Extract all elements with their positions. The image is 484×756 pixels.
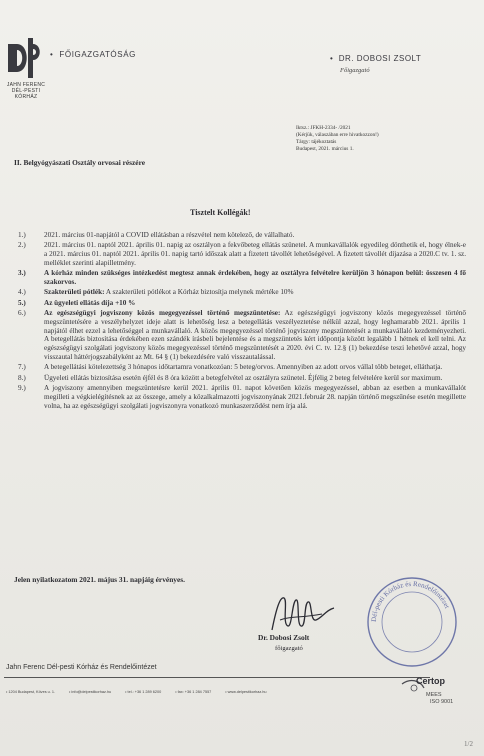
certification-line: MEES [426, 692, 442, 698]
list-item-text: A jogviszony amennyiben megszüntetésre kerül 2021. április 01. napot követően közös megegyezéssel, abban az esetben a munkavállalót megilleti a végkielégítésnek az az összege, amely a közalkalmazotti jogviszonyának 2021.február 28. napján történő megszűnése esetén megillette volna, ha az egészségügyi szolgálati jogviszonyra vonatkozó munkaszerződést nem írja alá. [44, 383, 466, 410]
list-item-number: 6.) [18, 308, 26, 317]
reference-line: (Kérjük, válaszában erre hivatkozzon!) [296, 132, 379, 139]
footer-organization: Jahn Ferenc Dél-pesti Kórház és Rendelőintézet [6, 664, 157, 671]
list-item-number: 7.) [18, 363, 26, 372]
salutation: Tisztelt Kollégák! [190, 208, 251, 217]
list-item-number: 8.) [18, 373, 26, 382]
footer-address: • 1204 Budapest, Köves u. 1. [6, 690, 56, 694]
header-director-name: DR. DOBOSI ZSOLT [338, 54, 422, 63]
logo-caption: JAHN FERENC DÉL-PESTI KÓRHÁZ [6, 82, 46, 100]
list-item-text [44, 309, 466, 362]
list-item-number: 5.) [18, 298, 26, 307]
bullet-dot-icon: • [330, 54, 339, 63]
addressee: II. Belgyógyászati Osztály orvosai részére [14, 158, 146, 167]
certification-name: Certop [416, 676, 445, 686]
numbered-list [18, 231, 466, 412]
list-item-lead: Szakterületi pótlék: [44, 288, 105, 297]
handwritten-signature-icon [262, 590, 342, 634]
list-item-number: 4.) [18, 288, 26, 297]
footer-divider [4, 677, 430, 678]
list-item-number: 3.) [18, 269, 26, 278]
list-item-lead: Az egészségügyi jogviszony közös megegyezéssel történő megszüntetése: [44, 308, 281, 317]
list-item-text: 2021. március 01. naptól 2021. április 01. napig az osztályon a fekvőbeteg ellátás szünetel. A munkavállalók egyedileg dönthetik el, hogy élnek-e a 2021. március 01. naptól 2021. április 01. napig tartó időszak alatt a fizetett távollét lehetőségével. A fizetett távollét díjazása a 2020.C tv. 1. sz. melléklet szerinti alapilletmény. [44, 241, 466, 268]
stamp-text: Dél-pesti Kórház és Rendelőintézet [369, 579, 452, 623]
certification-standard: ISO 9001 [430, 699, 454, 705]
list-item [18, 374, 466, 383]
list-item-body: A szakterületi pótlékot a Kórház biztosítja melynek mértéke 10% [104, 288, 294, 297]
reference-block [296, 125, 379, 153]
list-item-text [44, 288, 466, 297]
list-item-text: Ügyeleti ellátás biztosítása esetén éjfél és 8 óra között a betegfelvétel az osztályra szünetel. Éjfélig 2 beteg felvételére kerül sor maximum. [44, 373, 443, 382]
list-item-body: Az egészségügyi jogviszony közös megegyezéssel történő megszüntetésére a veszélyhelyzet ideje alatt is lehetőség lesz a betegellátás veszélyeztetése nélkül azzal, hogy leghamarabb 2021. április 1 napjától élhet ezzel a lehetőséggel a munkavállaló. A közös megegyezéssel történő jogviszony megszüntetését a munkavállaló kezdeményezheti. A betegellátás biztosítása érdekében ezen szándék írásbeli bejelentése és a megszüntetés kért időpontja között legalább 1 hétnek el kell telni. Az egészségügyi szolgálati jogviszony közös megegyezéssel történő megszüntetését a 2020. évi C. tv. 12.§ (1) bekezdése teszi lehetővé azzal, hogy visszautal háttérjogszabályként az Mt. 64 § (1) bekezdésére való visszautalással. [44, 308, 466, 362]
header-director-title: Főigazgató [340, 67, 370, 74]
list-item [18, 363, 466, 372]
signatory-title: főigazgató [275, 645, 303, 652]
list-item [18, 288, 466, 297]
list-item [18, 309, 466, 362]
round-stamp-icon [362, 572, 462, 672]
list-item [18, 269, 466, 287]
list-item [18, 231, 466, 240]
header-department-label: FŐIGAZGATÓSÁG [59, 50, 136, 59]
list-item [18, 299, 466, 308]
list-item-number: 9.) [18, 383, 26, 392]
header-director [330, 54, 421, 63]
header-department [50, 50, 136, 59]
list-item-text: 2021. március 01-napjától a COVID ellátásban a részvétel nem kötelező, de vállalható. [44, 231, 295, 239]
footer-web: • www.delpestikorhaz.hu [225, 690, 267, 694]
footer-contacts [6, 690, 396, 694]
list-item-number: 1.) [18, 231, 26, 239]
footer-fax: • fax: +36 1 284 7557 [175, 690, 212, 694]
bullet-dot-icon: • [50, 50, 54, 59]
list-item-text: A betegellátási kötelezettség 3 hónapos időtartamra vonatkozóan: 5 beteg/orvos. Amennyiben az adott orvos vállal több beteget, elláthatja. [44, 363, 443, 372]
reference-line: Budapest, 2021. március 1. [296, 146, 354, 153]
footer-email: • info@delpestikorhaz.hu [69, 690, 112, 694]
list-item [18, 384, 466, 411]
hospital-logo-icon [6, 36, 44, 82]
svg-text:Dél-pesti Kórház és Rendelőint [370, 580, 451, 622]
page-number: 1/2 [464, 740, 473, 748]
list-item-text: A kórház minden szükséges intézkedést megtesz annak érdekében, hogy az osztályra felvételre kerüljön 3 hónapon belül: összesen 4 fő szakorvos. [44, 269, 466, 287]
list-item [18, 241, 466, 268]
list-item-text: Az ügyeleti ellátás díja +10 % [44, 298, 136, 307]
footer-phone: • tel.: +36 1 289 6200 [125, 690, 162, 694]
list-item-number: 2.) [18, 241, 26, 250]
reference-line: Tárgy: tájékoztatás [296, 139, 337, 146]
validity-statement: Jelen nyilatkozatom 2021. május 31. napjáig érvényes. [14, 575, 186, 584]
reference-line: Iktsz.: JFKH-2334- /2021 [296, 125, 351, 131]
signatory-name: Dr. Dobosi Zsolt [258, 633, 310, 642]
